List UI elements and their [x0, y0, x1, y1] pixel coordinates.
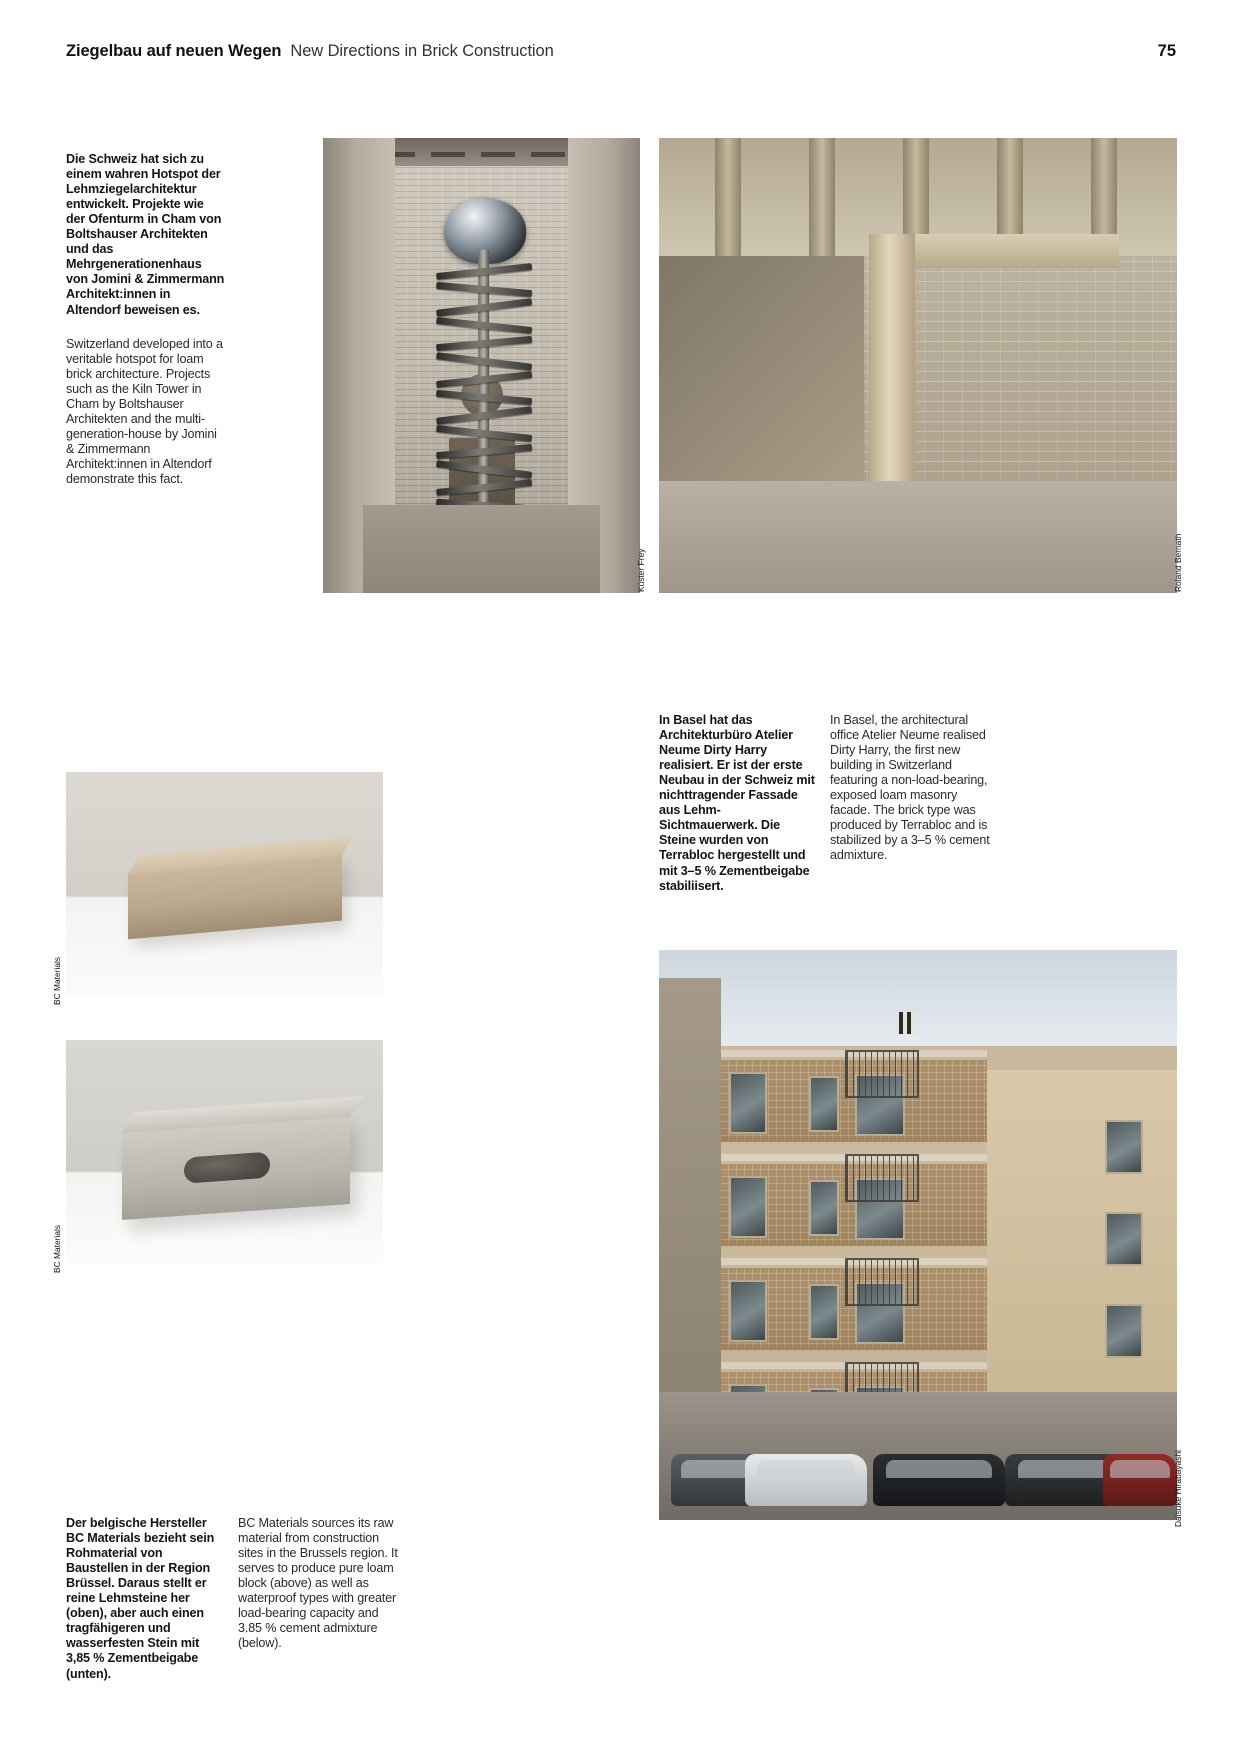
photo-cement-stabilized-block	[66, 1040, 383, 1266]
photo-credit-facade: Daisuke Hirabayashi	[1173, 1449, 1183, 1527]
bottom-caption-en	[238, 1503, 398, 1664]
middle-text-column-en	[830, 700, 990, 876]
paragraph-de-bc-materials: Der belgische Hersteller BC Materials bezieht sein Rohmaterial von Baustellen in der Region Brüssel. Daraus stellt er reine Lehmsteine her (oben), aber auch einen tragfähigeren und wasserfesten Stein mit 3,85 % Zementbeigabe (unten).	[66, 1515, 215, 1681]
parked-car	[1103, 1454, 1177, 1506]
paragraph-en-intro: Switzerland developed into a veritable hotspot for loam brick architecture. Projects such as the Kiln Tower in Cham by Boltshauser Architekten and the multi-generation-house by Jomini & Zimmermann Architekt:innen in Altendorf demonstrate this fact.	[66, 336, 223, 487]
page-title-en: New Directions in Brick Construction	[290, 42, 554, 60]
facade-marker	[899, 1012, 915, 1034]
shadowed-room-left	[659, 238, 864, 497]
photo-credit-loam-brick: BC Materials	[52, 956, 62, 1005]
middle-text-column-de	[659, 700, 819, 906]
neighbour-building-right	[987, 1070, 1177, 1392]
photo-kiln-tower-staircase	[323, 138, 640, 593]
bottom-caption-de	[66, 1503, 226, 1694]
paragraph-en-basel: In Basel, the architectural office Atelier Neume realised Dirty Harry, the first new building in Switzerland featuring a non-load-bearing, exposed loam masonry facade. The brick type was produced by Terrabloc and is stabilized by a 3–5 % cement admixture.	[830, 712, 990, 863]
spiral-staircase	[430, 198, 538, 528]
page-title-de: Ziegelbau auf neuen Wegen	[66, 42, 282, 60]
paragraph-de-basel: In Basel hat das Architekturbüro Atelier Neume Dirty Harry realisiert. Er ist der erste Neubau in der Schweiz mit nichttragender Fassade aus Lehm-Sichtmauerwerk. Die Steine wurden von Terrabloc hergestellt und mit 3–5 % Zementbeigabe stabiliisert.	[659, 712, 815, 893]
photo-dirty-harry-facade	[659, 950, 1177, 1520]
photo-credit-hall: Roland Bernath	[1173, 533, 1183, 592]
photo-credit-cement-brick: BC Materials	[52, 1224, 62, 1273]
neighbour-building-left	[659, 978, 721, 1392]
concrete-floor	[659, 481, 1177, 593]
photo-timber-hall-interior	[659, 138, 1177, 593]
cement-brick	[122, 1116, 350, 1220]
paragraph-de-intro: Die Schweiz hat sich zu einem wahren Hotspot der Lehmziegelarchitektur entwickelt. Projekte wie der Ofenturm in Cham von Boltshauser Architekten und das Mehrgenerationenhaus von Jomini & Zimmermann Architekt:innen in Altendorf beweisen es.	[66, 151, 225, 317]
page-header	[66, 42, 1176, 61]
header-titles	[66, 42, 554, 61]
parked-car	[873, 1454, 1005, 1506]
page-number: 75	[1157, 42, 1176, 60]
top-left-text-column	[66, 139, 226, 500]
timber-column	[869, 234, 915, 501]
sky	[659, 950, 1177, 1046]
photo-credit-staircase: Küster Frey	[636, 548, 646, 592]
parked-car	[745, 1454, 867, 1506]
floor	[363, 505, 600, 593]
brick-void	[184, 1152, 270, 1184]
photo-loam-brick-block	[66, 772, 383, 997]
paragraph-en-bc-materials: BC Materials sources its raw material from construction sites in the Brussels region. It serves to produce pure loam block (above) as well as waterproof types with greater load-bearing capacity and 3.85 % cement admixture (below).	[238, 1515, 398, 1651]
